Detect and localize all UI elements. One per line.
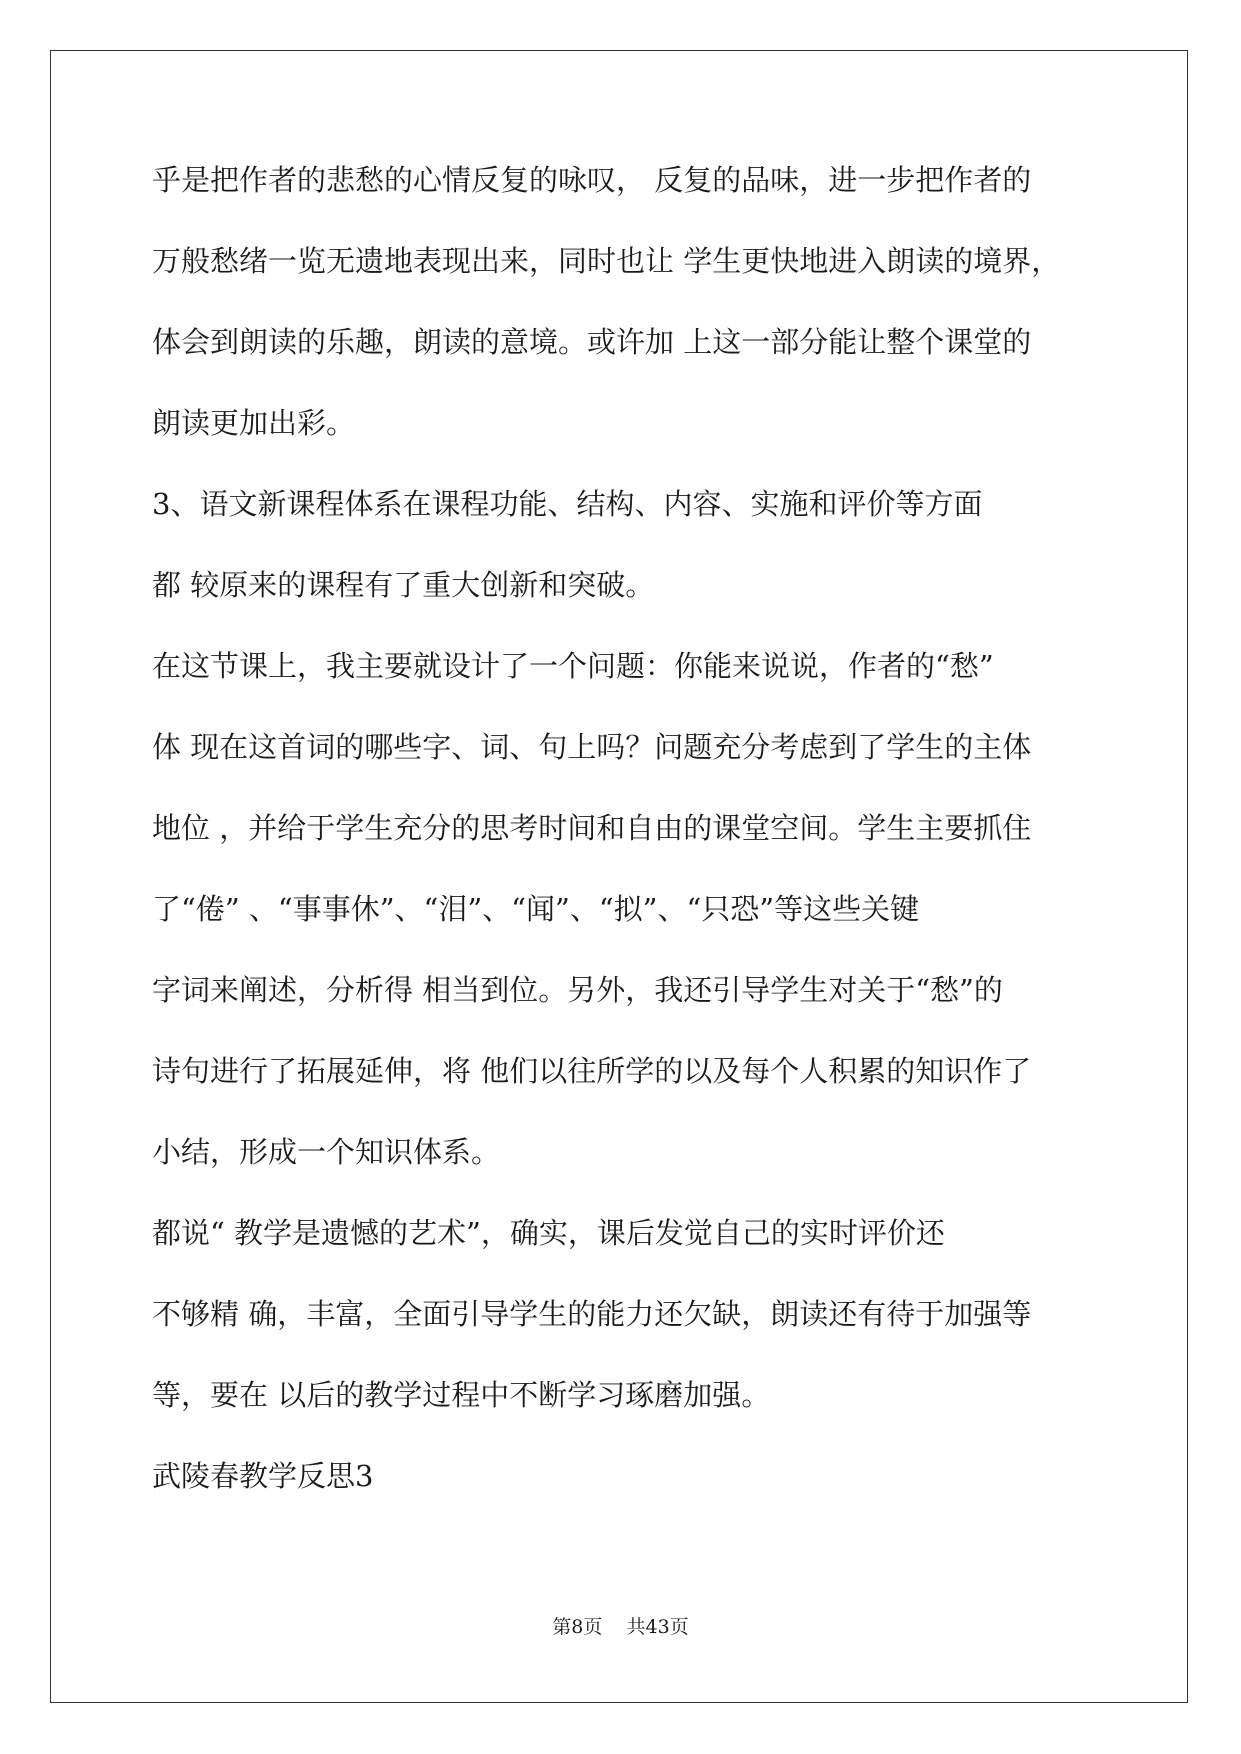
- section-heading: 武陵春教学反思3: [152, 1459, 374, 1493]
- page-number-footer: 第8页 共43页: [552, 1616, 689, 1638]
- text-line: 小结，形成一个知识体系。: [152, 1135, 501, 1169]
- text-line: 诗句进行了拓展延伸，将 他们以往所学的以及每个人积累的知识作了: [152, 1054, 1032, 1088]
- text-line: 体会到朗读的乐趣，朗读的意境。或许加 上这一部分能让整个课堂的: [152, 325, 1032, 359]
- text-line: 了“倦” 、“事事休”、“泪”、“闻”、“拟”、“只恐”等这些关键: [152, 892, 920, 926]
- text-line: 朗读更加出彩。: [152, 406, 356, 440]
- text-line: 字词来阐述，分析得 相当到位。另外，我还引导学生对关于“愁”的: [152, 973, 1003, 1007]
- text-line: 乎是把作者的悲愁的心情反复的咏叹， 反复的品味，进一步把作者的: [152, 163, 1032, 197]
- text-line: 都说“ 教学是遗憾的艺术”，确实，课后发觉自己的实时评价还: [152, 1216, 945, 1250]
- text-line: 体 现在这首词的哪些字、词、句上吗？问题充分考虑到了学生的主体: [152, 730, 1032, 764]
- text-line: 等，要在 以后的教学过程中不断学习琢磨加强。: [152, 1378, 771, 1412]
- text-line: 不够精 确，丰富，全面引导学生的能力还欠缺，朗读还有待于加强等: [152, 1297, 1032, 1331]
- text-line: 都 较原来的课程有了重大创新和突破。: [152, 568, 655, 602]
- text-line: 万般愁绪一览无遗地表现出来，同时也让 学生更快地进入朗读的境界，: [152, 244, 1061, 278]
- text-line: 3、语文新课程体系在课程功能、结构、内容、实施和评价等方面: [152, 487, 983, 521]
- text-line: 在这节课上，我主要就设计了一个问题：你能来说说，作者的“愁”: [152, 649, 994, 683]
- text-line: 地位 ，并给于学生充分的思考时间和自由的课堂空间。学生主要抓住: [152, 811, 1032, 845]
